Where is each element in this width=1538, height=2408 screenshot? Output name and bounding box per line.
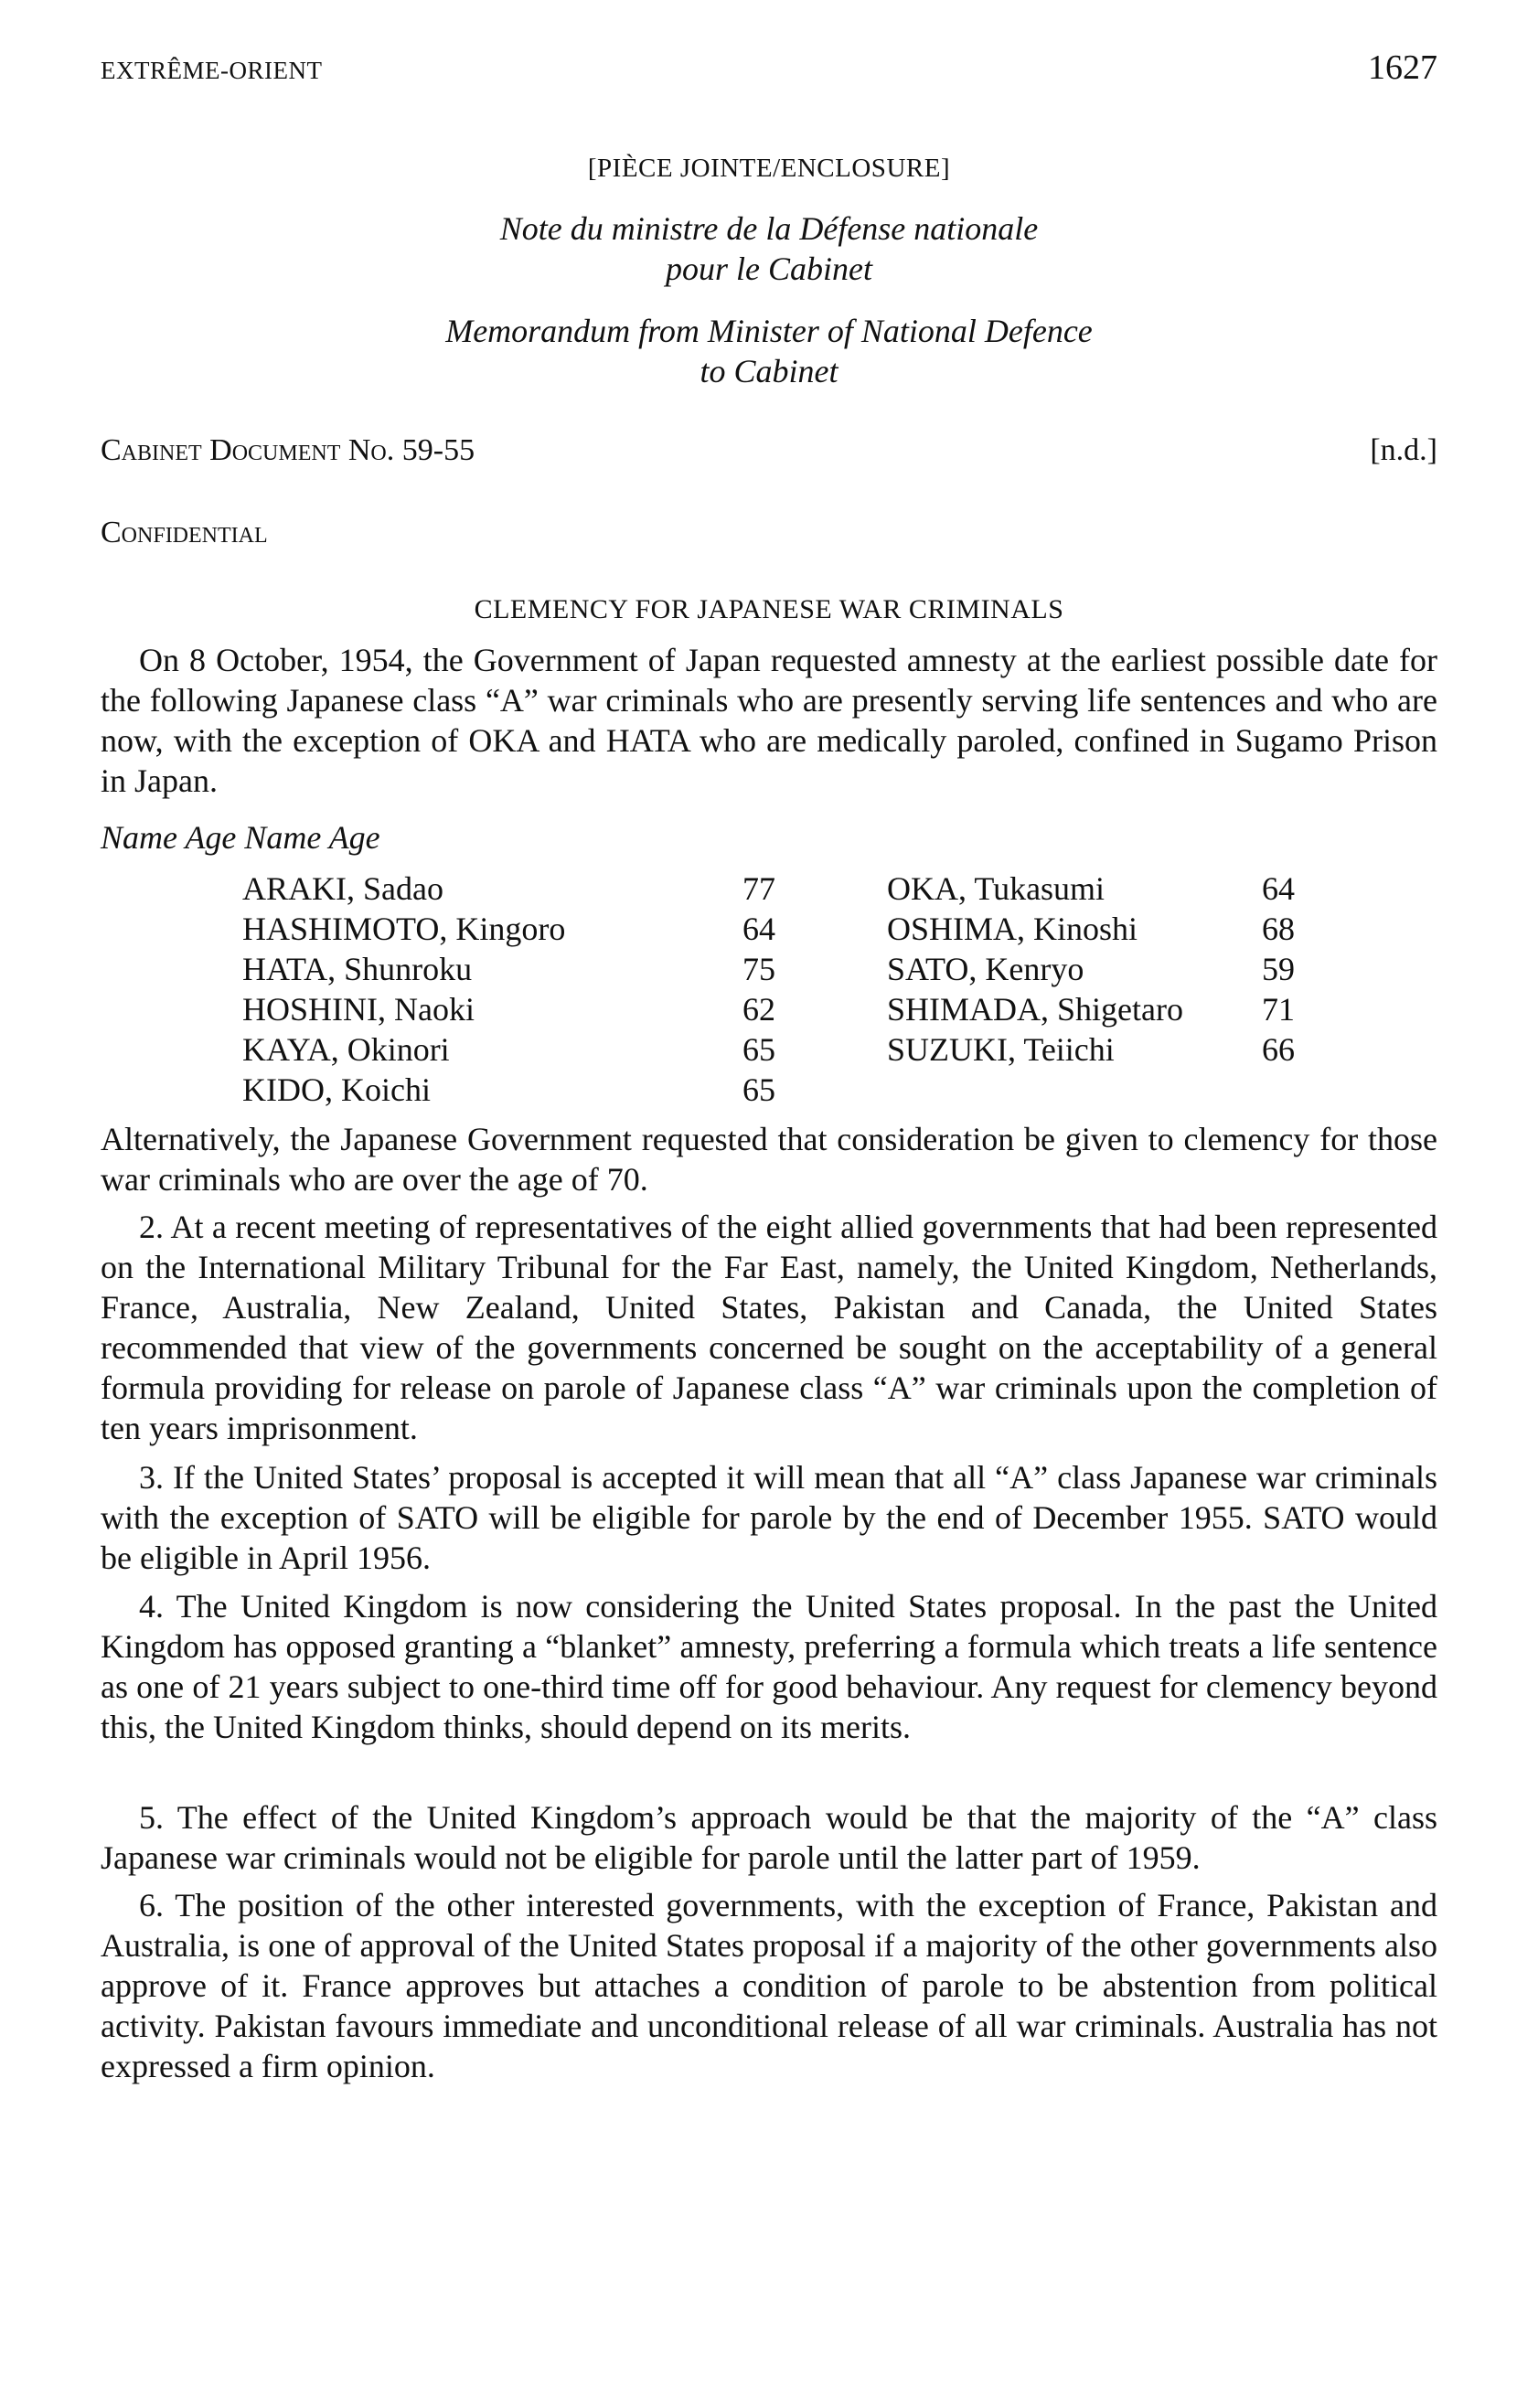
criminal-age: 75 xyxy=(742,951,775,987)
running-header: EXTRÊME-ORIENT xyxy=(101,57,323,84)
criminal-name: OSHIMA, Kinoshi xyxy=(887,911,1138,947)
criminal-name: SHIMADA, Shigetaro xyxy=(887,991,1183,1028)
criminal-name: HATA, Shunroku xyxy=(242,951,473,987)
paragraph-6: 6. The position of the other interested governments, with the exception of France, Pakistan and Australia, is one of approval of the United States proposal if a majority of the other governments also approve of it. France approves but attaches a condition of parole to be abstention from political activity. Pakistan favours immediate and unconditional release of all war criminals. Australia has not expressed a firm opinion. xyxy=(101,1887,1437,2084)
criminal-age: 68 xyxy=(1262,911,1295,947)
enclosure-label: [PIÈCE JOINTE/ENCLOSURE] xyxy=(587,154,951,183)
classification: Confidential xyxy=(101,516,268,549)
criminal-name: OKA, Tukasumi xyxy=(887,870,1105,907)
paragraph-4: 4. The United Kingdom is now considering the United States proposal. In the past the United Kingdom has opposed granting a “blanket” amnesty, preferring a formula which treats a life sentence as one of 21 years subject to one-third time off for good behaviour. Any request for clemency beyond this, the United Kingdom thinks, should depend on its merits. xyxy=(101,1588,1437,1745)
criminal-name: KIDO, Koichi xyxy=(242,1071,431,1108)
criminal-age: 64 xyxy=(1262,870,1295,907)
memo-english xyxy=(0,311,1538,391)
criminal-name: HOSHINI, Naoki xyxy=(242,991,475,1028)
paragraph-5: 5. The effect of the United Kingdom’s approach would be that the majority of the “A” class Japanese war criminals would not be eligible for parole until the latter part of 1959. xyxy=(101,1799,1437,1876)
memo-title: CLEMENCY FOR JAPANESE WAR CRIMINALS xyxy=(474,594,1064,624)
criminal-age: 62 xyxy=(742,991,775,1028)
paragraph-3: 3. If the United States’ proposal is accepted it will mean that all “A” class Japanese war criminals with the exception of SATO will be eligible for parole by the end of December 1955. SATO would be eligible in April 1956. xyxy=(101,1459,1437,1576)
note-french xyxy=(0,208,1538,289)
page-number: 1627 xyxy=(1368,48,1437,87)
document-date: [n.d.] xyxy=(1370,433,1437,467)
criminal-age: 77 xyxy=(742,870,775,907)
criminal-age: 71 xyxy=(1262,991,1295,1028)
criminal-age: 59 xyxy=(1262,951,1295,987)
criminal-age: 66 xyxy=(1262,1031,1295,1068)
criminal-name: HASHIMOTO, Kingoro xyxy=(242,911,566,947)
criminal-age: 65 xyxy=(742,1031,775,1068)
criminal-age: 64 xyxy=(742,911,775,947)
paragraph-2: 2. At a recent meeting of representatives of the eight allied governments that had been represented on the International Military Tribunal for the Far East, namely, the United Kingdom, Netherlands, France, Australia, New Zealand, United States, Pakistan and Canada, the United States recommended that view of the governments concerned be sought on the acceptability of a general formula providing for release on parole of Japanese class “A” war criminals upon the completion of ten years imprisonment. xyxy=(101,1209,1437,1446)
criminal-name: SUZUKI, Teiichi xyxy=(887,1031,1115,1068)
criminal-name: SATO, Kenryo xyxy=(887,951,1084,987)
table-header: Name Age Name Age xyxy=(101,819,380,856)
intro-paragraph: On 8 October, 1954, the Government of Japan requested amnesty at the earliest possible date for the following Japanese class “A” war criminals who are presently serving life sentences and who are now, with the exception of OKA and HATA who are medically paroled, confined in Sugamo Prison in Japan. xyxy=(101,642,1437,799)
document-number: Cabinet Document No. 59-55 xyxy=(101,433,475,467)
note-french-line-2: pour le Cabinet xyxy=(666,250,872,287)
criminal-name: KAYA, Okinori xyxy=(242,1031,450,1068)
alternatively-paragraph: Alternatively, the Japanese Government requested that consideration be given to clemency for those war criminals who are over the age of 70. xyxy=(101,1121,1437,1198)
criminal-age: 65 xyxy=(742,1071,775,1108)
memo-english-line-1: Memorandum from Minister of National Defence xyxy=(445,313,1093,349)
memo-english-line-2: to Cabinet xyxy=(700,353,838,389)
note-french-line-1: Note du ministre de la Défense nationale xyxy=(499,210,1039,247)
criminal-name: ARAKI, Sadao xyxy=(242,870,443,907)
